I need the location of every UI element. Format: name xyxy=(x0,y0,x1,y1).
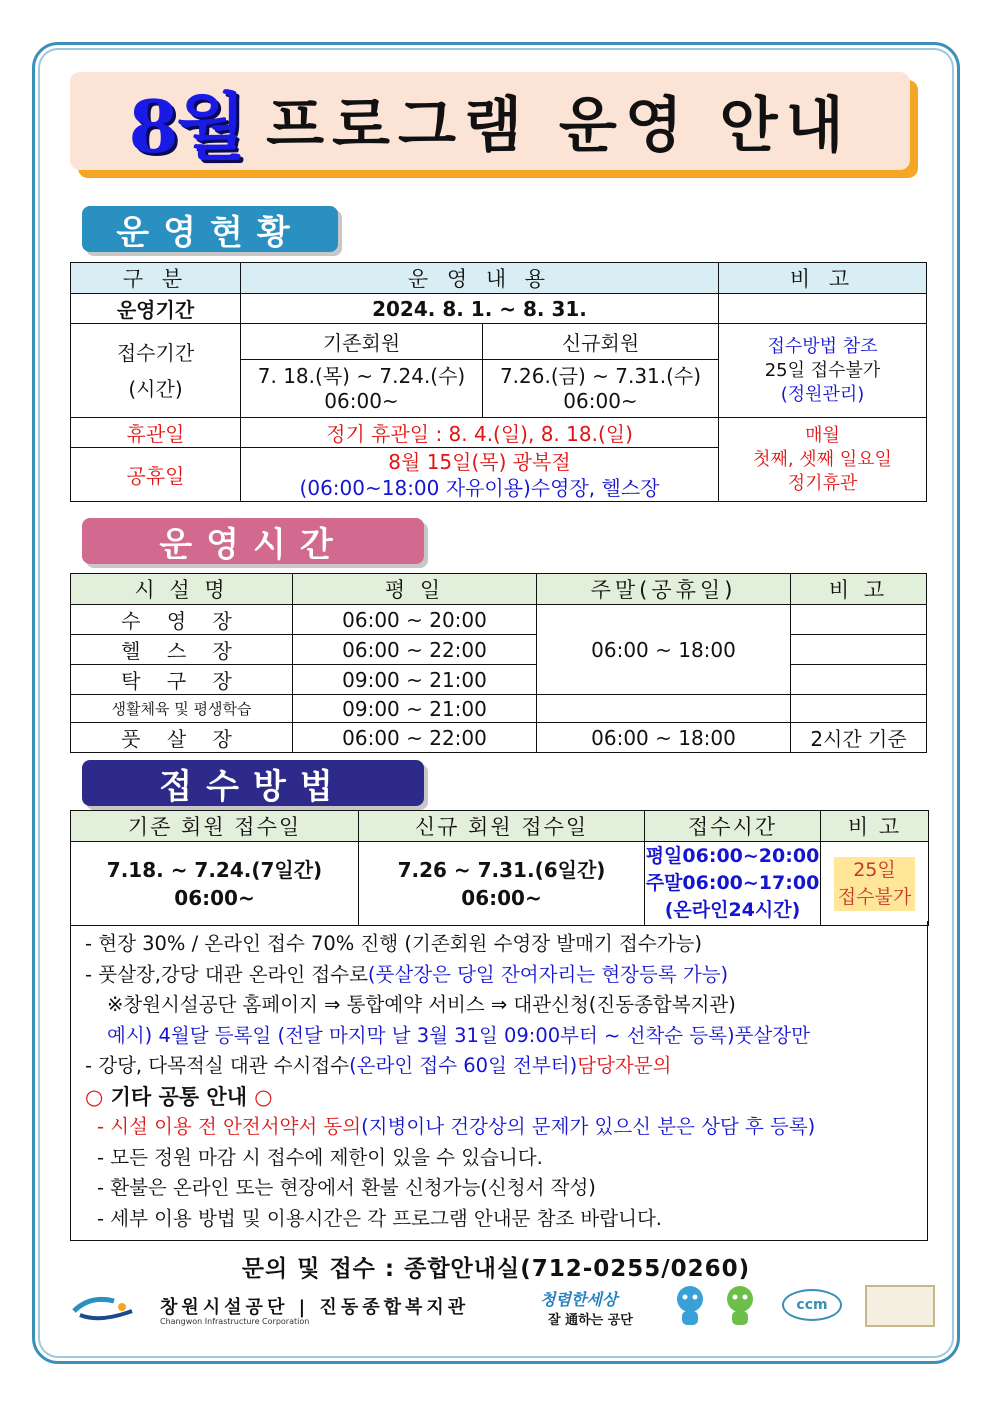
th-content: 운 영 내 용 xyxy=(241,263,719,294)
holiday-label: 공휴일 xyxy=(71,448,241,502)
th-weekday: 평 일 xyxy=(293,574,537,605)
weekend-hours xyxy=(537,695,791,723)
holiday-value-line1: 8월 15일(목) 광복절 xyxy=(388,449,571,474)
hours-note xyxy=(791,635,927,665)
online-reception: (온라인24시간) xyxy=(664,899,801,921)
corporation-slogan: 잘 通하는 공단 xyxy=(548,1313,633,1328)
weekday-hours: 06:00 ~ 22:00 xyxy=(293,635,537,665)
note-line: - 세부 이용 방법 및 이용시간은 각 프로그램 안내문 참조 바랍니다. xyxy=(97,1206,662,1230)
reception-label xyxy=(71,324,241,418)
city-logo-icon xyxy=(70,1293,140,1323)
facility-name: 탁 구 장 xyxy=(71,665,293,695)
existing-reception xyxy=(71,842,359,926)
facility-name: 풋 살 장 xyxy=(71,723,293,753)
facility-name: 생활체육 및 평생학습 xyxy=(71,695,293,723)
period-value: 2024. 8. 1. ~ 8. 31. xyxy=(241,294,719,324)
new-date: 7.26.(금) ~ 7.31.(수) xyxy=(499,363,702,388)
new-reception xyxy=(359,842,645,926)
section-hours-heading: 운영시간 xyxy=(82,518,424,564)
reception-note-line1: 접수방법 참조 xyxy=(767,335,878,357)
note-line xyxy=(97,1112,913,1143)
hours-note: 2시간 기준 xyxy=(791,723,927,753)
note-text-blue: (풋살장은 당일 잔여자리는 현장등록 가능) xyxy=(367,962,729,986)
th-facility: 시 설 명 xyxy=(71,574,293,605)
note-text-red: 담당자문의 xyxy=(577,1054,672,1077)
weekday-reception: 평일06:00~20:00 xyxy=(645,845,820,867)
th-weekend: 주말(공휴일) xyxy=(537,574,791,605)
integrity-slogan: 청렴한세상 xyxy=(540,1290,618,1309)
contact-info: 문의 및 접수 : 종합안내실(712-0255/0260) xyxy=(241,1256,751,1282)
closed-note xyxy=(719,418,927,502)
period-label: 운영기간 xyxy=(71,294,241,324)
existing-member-period xyxy=(241,360,483,418)
note-line: - 모든 정원 마감 시 접수에 제한이 있을 수 있습니다. xyxy=(97,1145,543,1169)
new-reception-date: 7.26 ~ 7.31.(6일간) xyxy=(397,857,606,882)
org-name-english: Changwon Infrastructure Corporation xyxy=(160,1317,310,1326)
existing-time: 06:00~ xyxy=(324,388,399,413)
note-line: - 현장 30% / 온라인 접수 70% 진행 (기존회원 수영장 발매기 접수가능) xyxy=(85,932,702,955)
reception-label-line2: (시간) xyxy=(128,376,183,401)
ccm-certification-icon: ccm xyxy=(782,1289,842,1321)
mascot-icon xyxy=(670,1283,710,1329)
holiday-value-line2: (06:00~18:00 자유이용)수영장, 헬스장 xyxy=(299,475,660,500)
hours-table xyxy=(70,573,927,753)
closed-note-line3: 정기휴관 xyxy=(787,472,858,494)
method-note xyxy=(821,842,929,926)
existing-reception-time: 06:00~ xyxy=(174,885,255,910)
note-text: - 풋살장,강당 대관 온라인 접수로 xyxy=(85,962,368,986)
circle-icon: ○ xyxy=(254,1084,273,1109)
method-note-highlight xyxy=(834,857,915,911)
th-new-date: 신규 회원 접수일 xyxy=(359,811,645,842)
th-method-note: 비 고 xyxy=(821,811,929,842)
title-banner xyxy=(70,72,910,170)
closed-note-line1: 매월 xyxy=(805,424,840,446)
reception-hours xyxy=(645,842,821,926)
status-table xyxy=(70,262,927,502)
existing-reception-date: 7.18. ~ 7.24.(7일간) xyxy=(106,857,323,882)
section-method-heading: 접수방법 xyxy=(82,760,424,806)
closed-day-label: 휴관일 xyxy=(71,418,241,448)
title-month: 8월 xyxy=(128,84,245,169)
section-status-heading: 운영현황 xyxy=(82,206,338,252)
method-note-line2: 접수불가 xyxy=(837,885,912,908)
certificate-icon xyxy=(865,1285,935,1327)
method-note-line1: 25일 xyxy=(853,858,896,881)
note-text-red: - 시설 이용 전 안전서약서 동의 xyxy=(97,1115,362,1138)
mascot-icon xyxy=(720,1283,760,1329)
note-line: 예시) 4월달 등록일 (전달 마지막 날 3월 31일 09:00부터 ~ 선착순 등록)풋살장만 xyxy=(107,1023,810,1047)
new-member-period xyxy=(483,360,719,418)
weekday-hours: 09:00 ~ 21:00 xyxy=(293,695,537,723)
weekday-hours: 09:00 ~ 21:00 xyxy=(293,665,537,695)
existing-date: 7. 18.(목) ~ 7.24.(수) xyxy=(257,363,466,388)
weekday-hours: 06:00 ~ 22:00 xyxy=(293,723,537,753)
weekend-reception: 주말06:00~17:00 xyxy=(645,872,820,894)
th-note: 비 고 xyxy=(719,263,927,294)
note-line xyxy=(85,1051,913,1082)
note-line: - 환불은 온라인 또는 현장에서 환불 신청가능(신청서 작성) xyxy=(97,1176,596,1199)
new-time: 06:00~ xyxy=(563,388,638,413)
holiday-value xyxy=(241,448,719,502)
hours-note xyxy=(791,605,927,635)
common-heading xyxy=(85,1082,913,1113)
org-name: 창원시설공단 | 진동종합복지관 xyxy=(160,1297,470,1318)
closed-day-value: 정기 휴관일 : 8. 4.(일), 8. 18.(일) xyxy=(241,418,719,448)
common-title: 기타 공통 안내 xyxy=(110,1084,247,1109)
shared-weekend-hours: 06:00 ~ 18:00 xyxy=(537,605,791,695)
note-text: - 강당, 다목적실 대관 수시접수 xyxy=(85,1054,350,1077)
new-reception-time: 06:00~ xyxy=(461,885,542,910)
reception-note-line2: 25일 접수불가 xyxy=(764,359,881,381)
method-table xyxy=(70,810,929,926)
period-note xyxy=(719,294,927,324)
notes-box xyxy=(70,921,928,1241)
facility-name: 수 영 장 xyxy=(71,605,293,635)
note-text-blue: (지병이나 건강상의 문제가 있으신 분은 상담 후 등록) xyxy=(361,1115,816,1138)
reception-label-line1: 접수기간 xyxy=(116,340,195,365)
weekend-hours: 06:00 ~ 18:00 xyxy=(537,723,791,753)
th-existing-date: 기존 회원 접수일 xyxy=(71,811,359,842)
th-category: 구 분 xyxy=(71,263,241,294)
hours-note xyxy=(791,695,927,723)
th-reception-time: 접수시간 xyxy=(645,811,821,842)
th-hours-note: 비 고 xyxy=(791,574,927,605)
closed-note-line2: 첫째, 셋째 일요일 xyxy=(753,448,892,470)
existing-member-label: 기존회원 xyxy=(241,324,483,360)
weekday-hours: 06:00 ~ 20:00 xyxy=(293,605,537,635)
page-title: 프로그램 운영 안내 xyxy=(266,91,852,161)
note-line xyxy=(85,960,913,991)
reception-note-line3: (정원관리) xyxy=(780,383,865,405)
circle-icon: ○ xyxy=(85,1084,104,1109)
footer-logos xyxy=(70,1283,940,1333)
reception-note xyxy=(719,324,927,418)
new-member-label: 신규회원 xyxy=(483,324,719,360)
hours-note xyxy=(791,665,927,695)
note-line: ※창원시설공단 홈페이지 ⇒ 통합예약 서비스 ⇒ 대관신청(진동종합복지관) xyxy=(107,993,736,1016)
facility-name: 헬 스 장 xyxy=(71,635,293,665)
note-text-blue: (온라인 접수 60일 전부터) xyxy=(349,1054,578,1077)
